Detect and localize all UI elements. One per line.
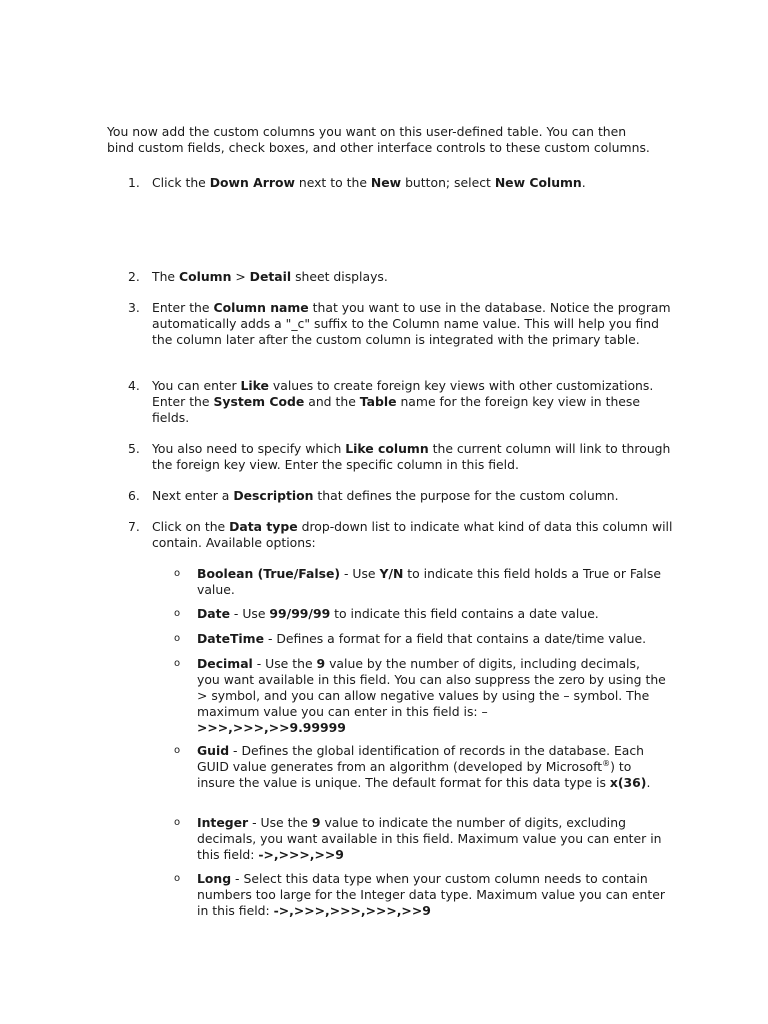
column-term: Column: [178, 269, 232, 284]
option-text: Date - Use 99/99/99 to indicate this field contains a date value.: [197, 606, 599, 621]
guid-format: x(36): [609, 775, 647, 790]
intro-line-1: You now add the custom columns you want on this user-defined table. You can then: [107, 124, 627, 139]
column-name-term: Column name: [213, 300, 309, 315]
data-type-term: Data type: [229, 519, 298, 534]
option-text: Guid - Defines the global identification of records in the database. Each GUID value generates from an algorithm (developed by Microsoft®) to insure the value is unique. The default format for this data type is x(36).: [197, 743, 651, 790]
option-guid: [174, 743, 666, 791]
down-arrow-term: Down Arrow: [209, 175, 295, 190]
option-text: DateTime - Defines a format for a field that contains a date/time value.: [197, 631, 647, 646]
table-term: Table: [359, 394, 397, 409]
step-6: [128, 488, 673, 504]
bullet-icon: o: [174, 745, 181, 756]
new-column-term: New Column: [494, 175, 582, 190]
new-term: New: [370, 175, 402, 190]
like-term: Like: [240, 378, 269, 393]
integer-max-value: ->,>>>,>>9: [258, 847, 344, 862]
option-text: Long - Select this data type when your custom column needs to contain numbers too large for the Integer data type. Maximum value you can enter in this field: ->,>>>,>>>,>>>,>>9: [197, 871, 665, 918]
option-boolean: [174, 566, 666, 598]
bullet-icon: o: [174, 608, 181, 619]
step-number: 1.: [128, 175, 140, 190]
step-text: Click the Down Arrow next to the New button; select New Column.: [152, 175, 586, 190]
system-code-term: System Code: [213, 394, 305, 409]
option-long: [174, 871, 666, 919]
step-number: 4.: [128, 378, 140, 393]
intro-line-2: bind custom fields, check boxes, and other interface controls to these custom columns.: [107, 140, 650, 155]
bullet-icon: o: [174, 658, 181, 669]
step-4: [128, 378, 673, 426]
option-name: DateTime: [197, 631, 264, 646]
bullet-icon: o: [174, 817, 181, 828]
option-text: Boolean (True/False) - Use Y/N to indicate this field holds a True or False value.: [197, 566, 661, 597]
option-name: Boolean (True/False): [197, 566, 341, 581]
option-name: Integer: [197, 815, 249, 830]
option-name: Long: [197, 871, 232, 886]
option-name: Date: [197, 606, 230, 621]
step-text: Click on the Data type drop-down list to indicate what kind of data this column will contain. Available options:: [152, 519, 673, 550]
decimal-max-value: >>>,>>>,>>9.99999: [197, 720, 346, 735]
option-name: Guid: [197, 743, 230, 758]
option-text: Decimal - Use the 9 value by the number of digits, including decimals, you want available in this field. You can also suppress the zero by using the > symbol, and you can allow negative values by using the – symbol. The maximum value you can enter in this field is: – >>>,>>>,>>9.99999: [197, 656, 666, 735]
long-max-value: ->,>>>,>>>,>>>,>>9: [273, 903, 431, 918]
option-text: Integer - Use the 9 value to indicate the number of digits, excluding decimals, you want available in this field. Maximum value you can enter in this field: ->,>>>,>>9: [197, 815, 662, 862]
step-text: Next enter a Description that defines the purpose for the custom column.: [152, 488, 619, 503]
step-text: You can enter Like values to create foreign key views with other customizations. Enter the System Code and the Table name for the foreign key view in these fields.: [152, 378, 654, 425]
step-number: 3.: [128, 300, 140, 315]
bullet-icon: o: [174, 633, 181, 644]
bullet-icon: o: [174, 873, 181, 884]
step-1: [128, 175, 673, 191]
description-term: Description: [233, 488, 314, 503]
bullet-icon: o: [174, 568, 181, 579]
step-5: [128, 441, 673, 473]
step-text: The Column > Detail sheet displays.: [152, 269, 388, 284]
detail-term: Detail: [249, 269, 292, 284]
step-number: 5.: [128, 441, 140, 456]
intro-paragraph: [107, 124, 707, 156]
option-date: [174, 606, 666, 622]
like-column-term: Like column: [345, 441, 429, 456]
step-number: 7.: [128, 519, 140, 534]
option-integer: [174, 815, 666, 863]
option-datetime: [174, 631, 666, 647]
step-3: [128, 300, 673, 348]
step-7: [128, 519, 673, 551]
step-text: Enter the Column name that you want to use in the database. Notice the program automatically adds a "_c" suffix to the Column name value. This will help you find the column later after the custom column is integrated with the primary table.: [152, 300, 671, 347]
step-number: 2.: [128, 269, 140, 284]
option-name: Decimal: [197, 656, 253, 671]
step-text: You also need to specify which Like column the current column will link to through the foreign key view. Enter the specific column in this field.: [152, 441, 671, 472]
step-2: [128, 269, 673, 285]
option-decimal: [174, 656, 666, 736]
step-number: 6.: [128, 488, 140, 503]
